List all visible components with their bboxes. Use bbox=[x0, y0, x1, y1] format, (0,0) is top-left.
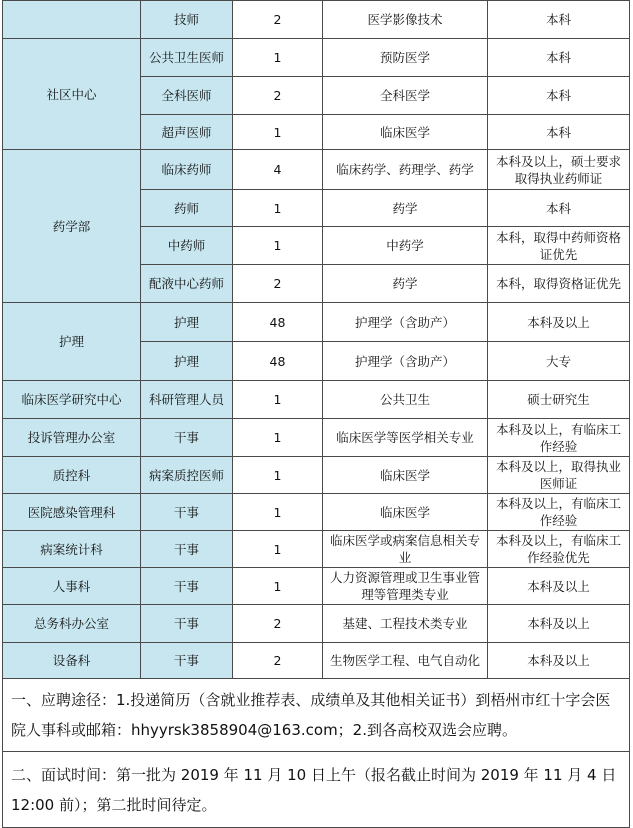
education-cell: 本科及以上，有临床工作经验优先 bbox=[488, 531, 630, 568]
major-cell: 生物医学工程、电气自动化 bbox=[323, 643, 488, 679]
major-cell: 公共卫生 bbox=[323, 381, 488, 419]
position-cell: 干事 bbox=[141, 419, 233, 457]
headcount-cell: 1 bbox=[233, 419, 323, 457]
education-cell: 本科及以上 bbox=[488, 643, 630, 679]
table-row bbox=[3, 494, 630, 531]
table-row bbox=[3, 605, 630, 643]
note-row bbox=[3, 679, 630, 752]
department-cell: 病案统计科 bbox=[3, 531, 141, 568]
major-cell: 药学 bbox=[323, 190, 488, 227]
headcount-cell: 2 bbox=[233, 265, 323, 303]
position-cell: 药师 bbox=[141, 190, 233, 227]
headcount-cell: 2 bbox=[233, 1, 323, 39]
table-row bbox=[3, 381, 630, 419]
education-cell: 本科及以上，取得执业医师证 bbox=[488, 457, 630, 494]
education-cell: 本科及以上，硕士要求取得执业药师证 bbox=[488, 150, 630, 190]
headcount-cell: 4 bbox=[233, 150, 323, 190]
position-cell: 全科医师 bbox=[141, 77, 233, 115]
table-row bbox=[3, 303, 630, 342]
major-cell: 护理学（含助产） bbox=[323, 303, 488, 342]
headcount-cell: 1 bbox=[233, 531, 323, 568]
education-cell: 本科 bbox=[488, 115, 630, 150]
table-row bbox=[3, 1, 630, 39]
position-cell: 公共卫生医师 bbox=[141, 39, 233, 77]
headcount-cell: 1 bbox=[233, 39, 323, 77]
table-row bbox=[3, 531, 630, 568]
major-cell: 医学影像技术 bbox=[323, 1, 488, 39]
headcount-cell: 2 bbox=[233, 77, 323, 115]
position-cell: 护理 bbox=[141, 342, 233, 381]
position-cell: 配液中心药师 bbox=[141, 265, 233, 303]
headcount-cell: 1 bbox=[233, 381, 323, 419]
department-cell: 临床医学研究中心 bbox=[3, 381, 141, 419]
headcount-cell: 1 bbox=[233, 115, 323, 150]
education-cell: 硕士研究生 bbox=[488, 381, 630, 419]
position-cell: 超声医师 bbox=[141, 115, 233, 150]
major-cell: 药学 bbox=[323, 265, 488, 303]
headcount-cell: 1 bbox=[233, 190, 323, 227]
department-cell: 总务科办公室 bbox=[3, 605, 141, 643]
recruitment-table-body bbox=[3, 1, 630, 828]
major-cell: 临床医学 bbox=[323, 494, 488, 531]
department-cell: 人事科 bbox=[3, 568, 141, 605]
major-cell: 基建、工程技术类专业 bbox=[323, 605, 488, 643]
major-cell: 人力资源管理或卫生事业管理等管理类专业 bbox=[323, 568, 488, 605]
position-cell: 干事 bbox=[141, 531, 233, 568]
position-cell: 干事 bbox=[141, 568, 233, 605]
headcount-cell: 1 bbox=[233, 494, 323, 531]
table-row bbox=[3, 39, 630, 77]
major-cell: 临床医学或病案信息相关专业 bbox=[323, 531, 488, 568]
education-cell: 本科，取得中药师资格证优先 bbox=[488, 227, 630, 265]
table-row bbox=[3, 419, 630, 457]
position-cell: 病案质控医师 bbox=[141, 457, 233, 494]
major-cell: 临床医学等医学相关专业 bbox=[323, 419, 488, 457]
headcount-cell: 1 bbox=[233, 227, 323, 265]
department-cell: 质控科 bbox=[3, 457, 141, 494]
headcount-cell: 48 bbox=[233, 303, 323, 342]
education-cell: 本科 bbox=[488, 190, 630, 227]
headcount-cell: 48 bbox=[233, 342, 323, 381]
major-cell: 中药学 bbox=[323, 227, 488, 265]
position-cell: 干事 bbox=[141, 494, 233, 531]
position-cell: 临床药师 bbox=[141, 150, 233, 190]
department-cell: 医院感染管理科 bbox=[3, 494, 141, 531]
education-cell: 本科及以上 bbox=[488, 303, 630, 342]
education-cell: 本科 bbox=[488, 1, 630, 39]
education-cell: 本科 bbox=[488, 39, 630, 77]
major-cell: 全科医学 bbox=[323, 77, 488, 115]
position-cell: 科研管理人员 bbox=[141, 381, 233, 419]
education-cell: 本科及以上，有临床工作经验 bbox=[488, 419, 630, 457]
department-cell bbox=[3, 1, 141, 39]
note-row bbox=[3, 752, 630, 828]
major-cell: 临床医学 bbox=[323, 457, 488, 494]
position-cell: 护理 bbox=[141, 303, 233, 342]
major-cell: 临床药学、药理学、药学 bbox=[323, 150, 488, 190]
education-cell: 大专 bbox=[488, 342, 630, 381]
position-cell: 干事 bbox=[141, 605, 233, 643]
education-cell: 本科及以上，有临床工作经验 bbox=[488, 494, 630, 531]
table-row bbox=[3, 568, 630, 605]
headcount-cell: 1 bbox=[233, 457, 323, 494]
department-cell: 药学部 bbox=[3, 150, 141, 303]
department-cell: 设备科 bbox=[3, 643, 141, 679]
major-cell: 预防医学 bbox=[323, 39, 488, 77]
table-row bbox=[3, 643, 630, 679]
headcount-cell: 2 bbox=[233, 643, 323, 679]
position-cell: 干事 bbox=[141, 643, 233, 679]
education-cell: 本科及以上 bbox=[488, 605, 630, 643]
position-cell: 技师 bbox=[141, 1, 233, 39]
note-text: 一、应聘途径：1.投递简历（含就业推荐表、成绩单及其他相关证书）到梧州市红十字会医院人事科或邮箱：hhyyrsk3858904@163.com；2.到各高校双选会应聘。 bbox=[3, 679, 630, 752]
major-cell: 护理学（含助产） bbox=[323, 342, 488, 381]
major-cell: 临床医学 bbox=[323, 115, 488, 150]
table-row bbox=[3, 457, 630, 494]
education-cell: 本科及以上 bbox=[488, 568, 630, 605]
education-cell: 本科，取得资格证优先 bbox=[488, 265, 630, 303]
headcount-cell: 1 bbox=[233, 568, 323, 605]
department-cell: 投诉管理办公室 bbox=[3, 419, 141, 457]
headcount-cell: 2 bbox=[233, 605, 323, 643]
department-cell: 社区中心 bbox=[3, 39, 141, 150]
education-cell: 本科 bbox=[488, 77, 630, 115]
table-row bbox=[3, 150, 630, 190]
note-text: 二、面试时间：第一批为 2019 年 11 月 10 日上午（报名截止时间为 2019 年 11 月 4 日 12:00 前）；第二批时间待定。 bbox=[3, 752, 630, 828]
department-cell: 护理 bbox=[3, 303, 141, 381]
recruitment-table bbox=[2, 0, 630, 828]
position-cell: 中药师 bbox=[141, 227, 233, 265]
